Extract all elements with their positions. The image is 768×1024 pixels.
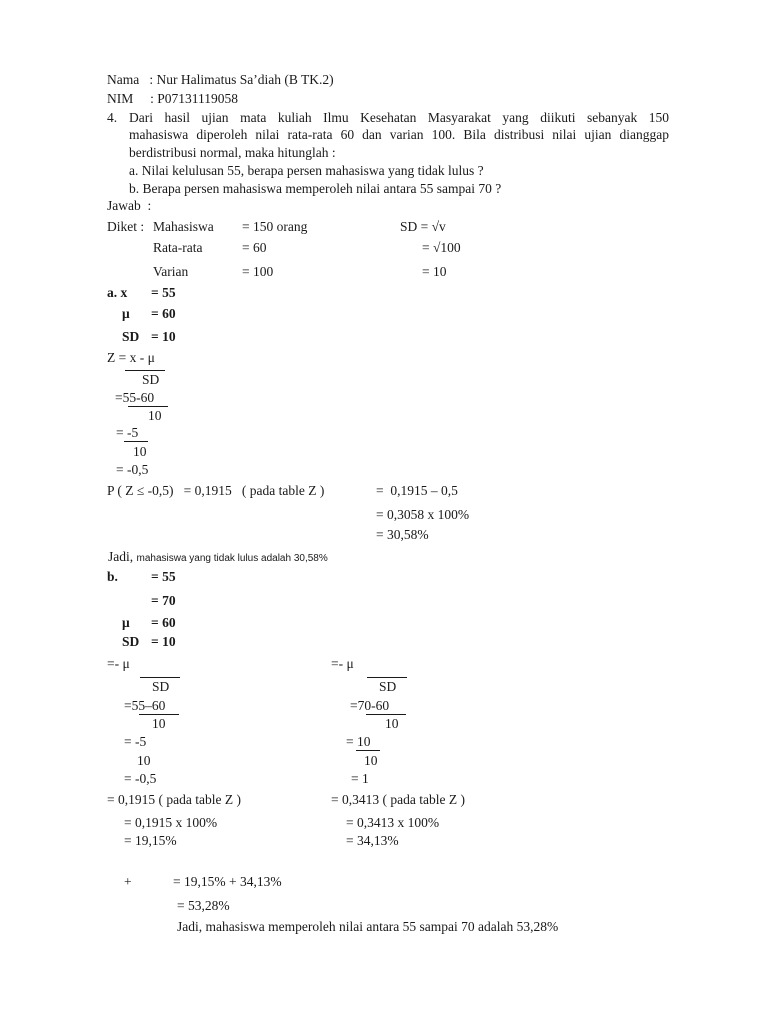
part-b-x1: = 55 <box>151 569 176 584</box>
sd-formula: SD = √v <box>400 219 446 234</box>
right-step-2-denominator: 10 <box>364 753 378 768</box>
sum-total: = 53,28% <box>177 898 230 913</box>
part-b-mu-label: μ <box>122 615 130 630</box>
problem-line-2: mahasiswa diperoleh nilai rata-rata 60 dan varian 100. Bila distribusi nilai ujian dianggap <box>129 127 669 142</box>
probability-statement: P ( Z ≤ -0,5) = 0,1915 ( pada table Z ) <box>107 483 325 498</box>
part-b-sd-value: = 10 <box>151 634 176 649</box>
part-b-label: b. <box>107 569 118 584</box>
right-step-1-denominator: 10 <box>385 716 399 731</box>
problem-line-1: Dari hasil ujian mata kuliah Ilmu Kesehatan Masyarakat yang diikuti sebanyak 150 <box>129 110 669 125</box>
part-b-x2: = 70 <box>151 593 176 608</box>
z-step-2-denominator: 10 <box>133 444 147 459</box>
fraction-bar <box>366 714 406 715</box>
student-nim: NIM : P07131119058 <box>107 91 239 106</box>
sum-expression: = 19,15% + 34,13% <box>173 874 282 889</box>
part-a-x-label: a. x <box>107 285 128 300</box>
question-b: b. Berapa persen mahasiswa memperoleh nilai antara 55 sampai 70 ? <box>129 181 502 196</box>
result-step-2: = 0,3058 x 100% <box>376 507 470 522</box>
diket-name: Varian <box>153 264 189 279</box>
left-step-2-numerator: = -5 <box>124 734 147 749</box>
part-a-x-value: = 55 <box>151 285 176 300</box>
part-b-mu-value: = 60 <box>151 615 176 630</box>
fraction-bar <box>124 441 148 442</box>
z-step-1-numerator: =55-60 <box>115 390 155 405</box>
z-formula: Z = x - μ <box>107 350 155 365</box>
right-table-value: = 0,3413 ( pada table Z ) <box>331 792 465 807</box>
left-table-value: = 0,1915 ( pada table Z ) <box>107 792 241 807</box>
problem-line-3: berdistribusi normal, maka hitunglah : <box>129 145 336 160</box>
fraction-bar <box>139 714 179 715</box>
right-step-2-numerator: = 10 <box>346 734 371 749</box>
sd-step: = √100 <box>422 240 461 255</box>
conclusion-a-text: mahasiswa yang tidak lulus adalah 30,58% <box>136 553 328 564</box>
sd-result: = 10 <box>422 264 447 279</box>
left-denominator: SD <box>152 679 170 694</box>
right-step-1-numerator: =70-60 <box>350 698 390 713</box>
part-a-sd-value: = 10 <box>151 329 176 344</box>
right-percent-step: = 0,3413 x 100% <box>346 815 440 830</box>
right-percent-result: = 34,13% <box>346 833 399 848</box>
left-step-1-denominator: 10 <box>152 716 166 731</box>
fraction-bar <box>356 750 380 751</box>
conclusion-a <box>108 549 328 565</box>
part-b-sd-label: SD <box>122 634 140 649</box>
diket-label: Diket : <box>107 219 145 234</box>
right-formula: =- μ <box>331 656 354 671</box>
jawab-label: Jawab : <box>107 198 152 213</box>
diket-value: = 150 orang <box>242 219 308 234</box>
question-a: a. Nilai kelulusan 55, berapa persen mahasiswa yang tidak lulus ? <box>129 163 484 178</box>
z-result: = -0,5 <box>116 462 149 477</box>
part-a-mu-value: = 60 <box>151 306 176 321</box>
part-a-mu-label: μ <box>122 306 130 321</box>
right-denominator: SD <box>379 679 397 694</box>
fraction-bar <box>367 677 407 678</box>
conclusion-a-prefix: Jadi, <box>108 549 137 564</box>
left-z-result: = -0,5 <box>124 771 157 786</box>
diket-value: = 60 <box>242 240 267 255</box>
result-step-1: = 0,1915 – 0,5 <box>376 483 458 498</box>
part-a-sd-label: SD <box>122 329 140 344</box>
diket-value: = 100 <box>242 264 274 279</box>
left-step-1-numerator: =55–60 <box>124 698 166 713</box>
z-step-2-numerator: = -5 <box>116 425 139 440</box>
result-step-3: = 30,58% <box>376 527 429 542</box>
diket-name: Mahasiswa <box>153 219 214 234</box>
left-percent-step: = 0,1915 x 100% <box>124 815 218 830</box>
z-step-1-denominator: 10 <box>148 408 162 423</box>
left-percent-result: = 19,15% <box>124 833 177 848</box>
left-formula: =- μ <box>107 656 130 671</box>
conclusion-b: Jadi, mahasiswa memperoleh nilai antara 55 sampai 70 adalah 53,28% <box>177 919 559 934</box>
fraction-bar <box>125 370 165 371</box>
fraction-bar <box>140 677 180 678</box>
fraction-bar <box>128 406 168 407</box>
right-z-result: = 1 <box>351 771 369 786</box>
student-name: Nama : Nur Halimatus Sa’diah (B TK.2) <box>107 72 334 87</box>
diket-name: Rata-rata <box>153 240 203 255</box>
plus-sign: + <box>124 874 132 889</box>
left-step-2-denominator: 10 <box>137 753 151 768</box>
z-denominator: SD <box>142 372 160 387</box>
problem-number: 4. <box>107 110 118 125</box>
